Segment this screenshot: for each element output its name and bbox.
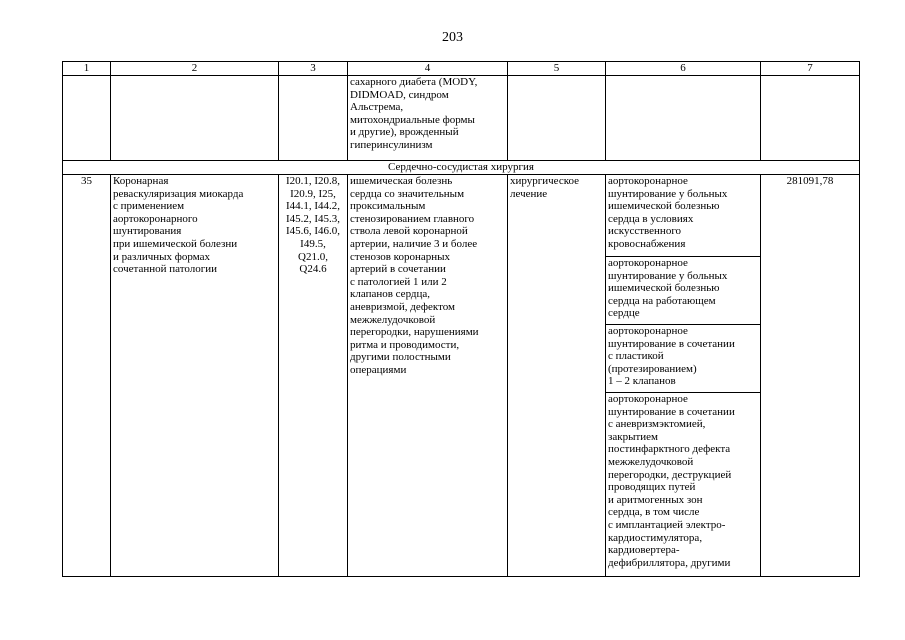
page-number: 203 bbox=[442, 30, 463, 45]
column-number: 6 bbox=[606, 62, 761, 76]
empty-cell bbox=[111, 76, 279, 161]
care-type-name: Коронарная реваскуляризация миокарда с применением аортокоронарного шунтирования при ишемической болезни и различных формах сочетанной патологии bbox=[111, 175, 279, 577]
column-number: 5 bbox=[508, 62, 606, 76]
column-numbers-row bbox=[63, 62, 860, 76]
empty-cell bbox=[606, 76, 761, 161]
treatment-method: аортокоронарное шунтирование в сочетании с аневризмэктомией, закрытием постинфарктного дефекта межжелудочковой перегородки, деструкцией проводящих путей и аритмогенных зон сердца, в том числе с имплантацией электро- кардиостимулятора, кардиовертера- дефибриллятора, другими bbox=[606, 393, 761, 577]
treatment-method: аортокоронарное шунтирование у больных ишемической болезнью сердца на работающем сердце bbox=[606, 257, 761, 325]
empty-cell bbox=[63, 76, 111, 161]
column-number: 3 bbox=[279, 62, 348, 76]
section-row bbox=[63, 161, 860, 175]
empty-cell bbox=[761, 76, 860, 161]
column-number: 4 bbox=[348, 62, 508, 76]
medical-care-table bbox=[62, 61, 860, 577]
continuation-row bbox=[63, 76, 860, 161]
column-number: 1 bbox=[63, 62, 111, 76]
column-number: 7 bbox=[761, 62, 860, 76]
row-number: 35 bbox=[63, 175, 111, 577]
patient-model: ишемическая болезнь сердца со значительным проксимальным стенозированием главного ствола левой коронарной артерии, наличие 3 и более стенозов коронарных артерий в сочетании с патологией 1 или 2 клапанов сердца, аневризмой, дефектом межжелудочковой перегородки, нарушениями ритма и проводимости, другими полостными операциями bbox=[348, 175, 508, 577]
icd-codes: I20.1, I20.8, I20.9, I25, I44.1, I44.2, I45.2, I45.3, I45.6, I46.0, I49.5, Q21.0, Q24.6 bbox=[279, 175, 348, 577]
section-title: Сердечно-сосудистая хирургия bbox=[63, 161, 860, 175]
treatment-method: аортокоронарное шунтирование в сочетании с пластикой (протезированием) 1 – 2 клапанов bbox=[606, 325, 761, 393]
empty-cell bbox=[508, 76, 606, 161]
column-number: 2 bbox=[111, 62, 279, 76]
table-row bbox=[63, 175, 860, 257]
empty-cell bbox=[279, 76, 348, 161]
treatment-type: хирургическое лечение bbox=[508, 175, 606, 577]
patient-model-cell: сахарного диабета (MODY, DIDMOAD, синдром Альстрема, митохондриальные формы и другие), врожденный гиперинсулинизм bbox=[348, 76, 508, 161]
cost-value: 281091,78 bbox=[761, 175, 860, 577]
treatment-method: аортокоронарное шунтирование у больных ишемической болезнью сердца в условиях искусственного кровоснабжения bbox=[606, 175, 761, 257]
